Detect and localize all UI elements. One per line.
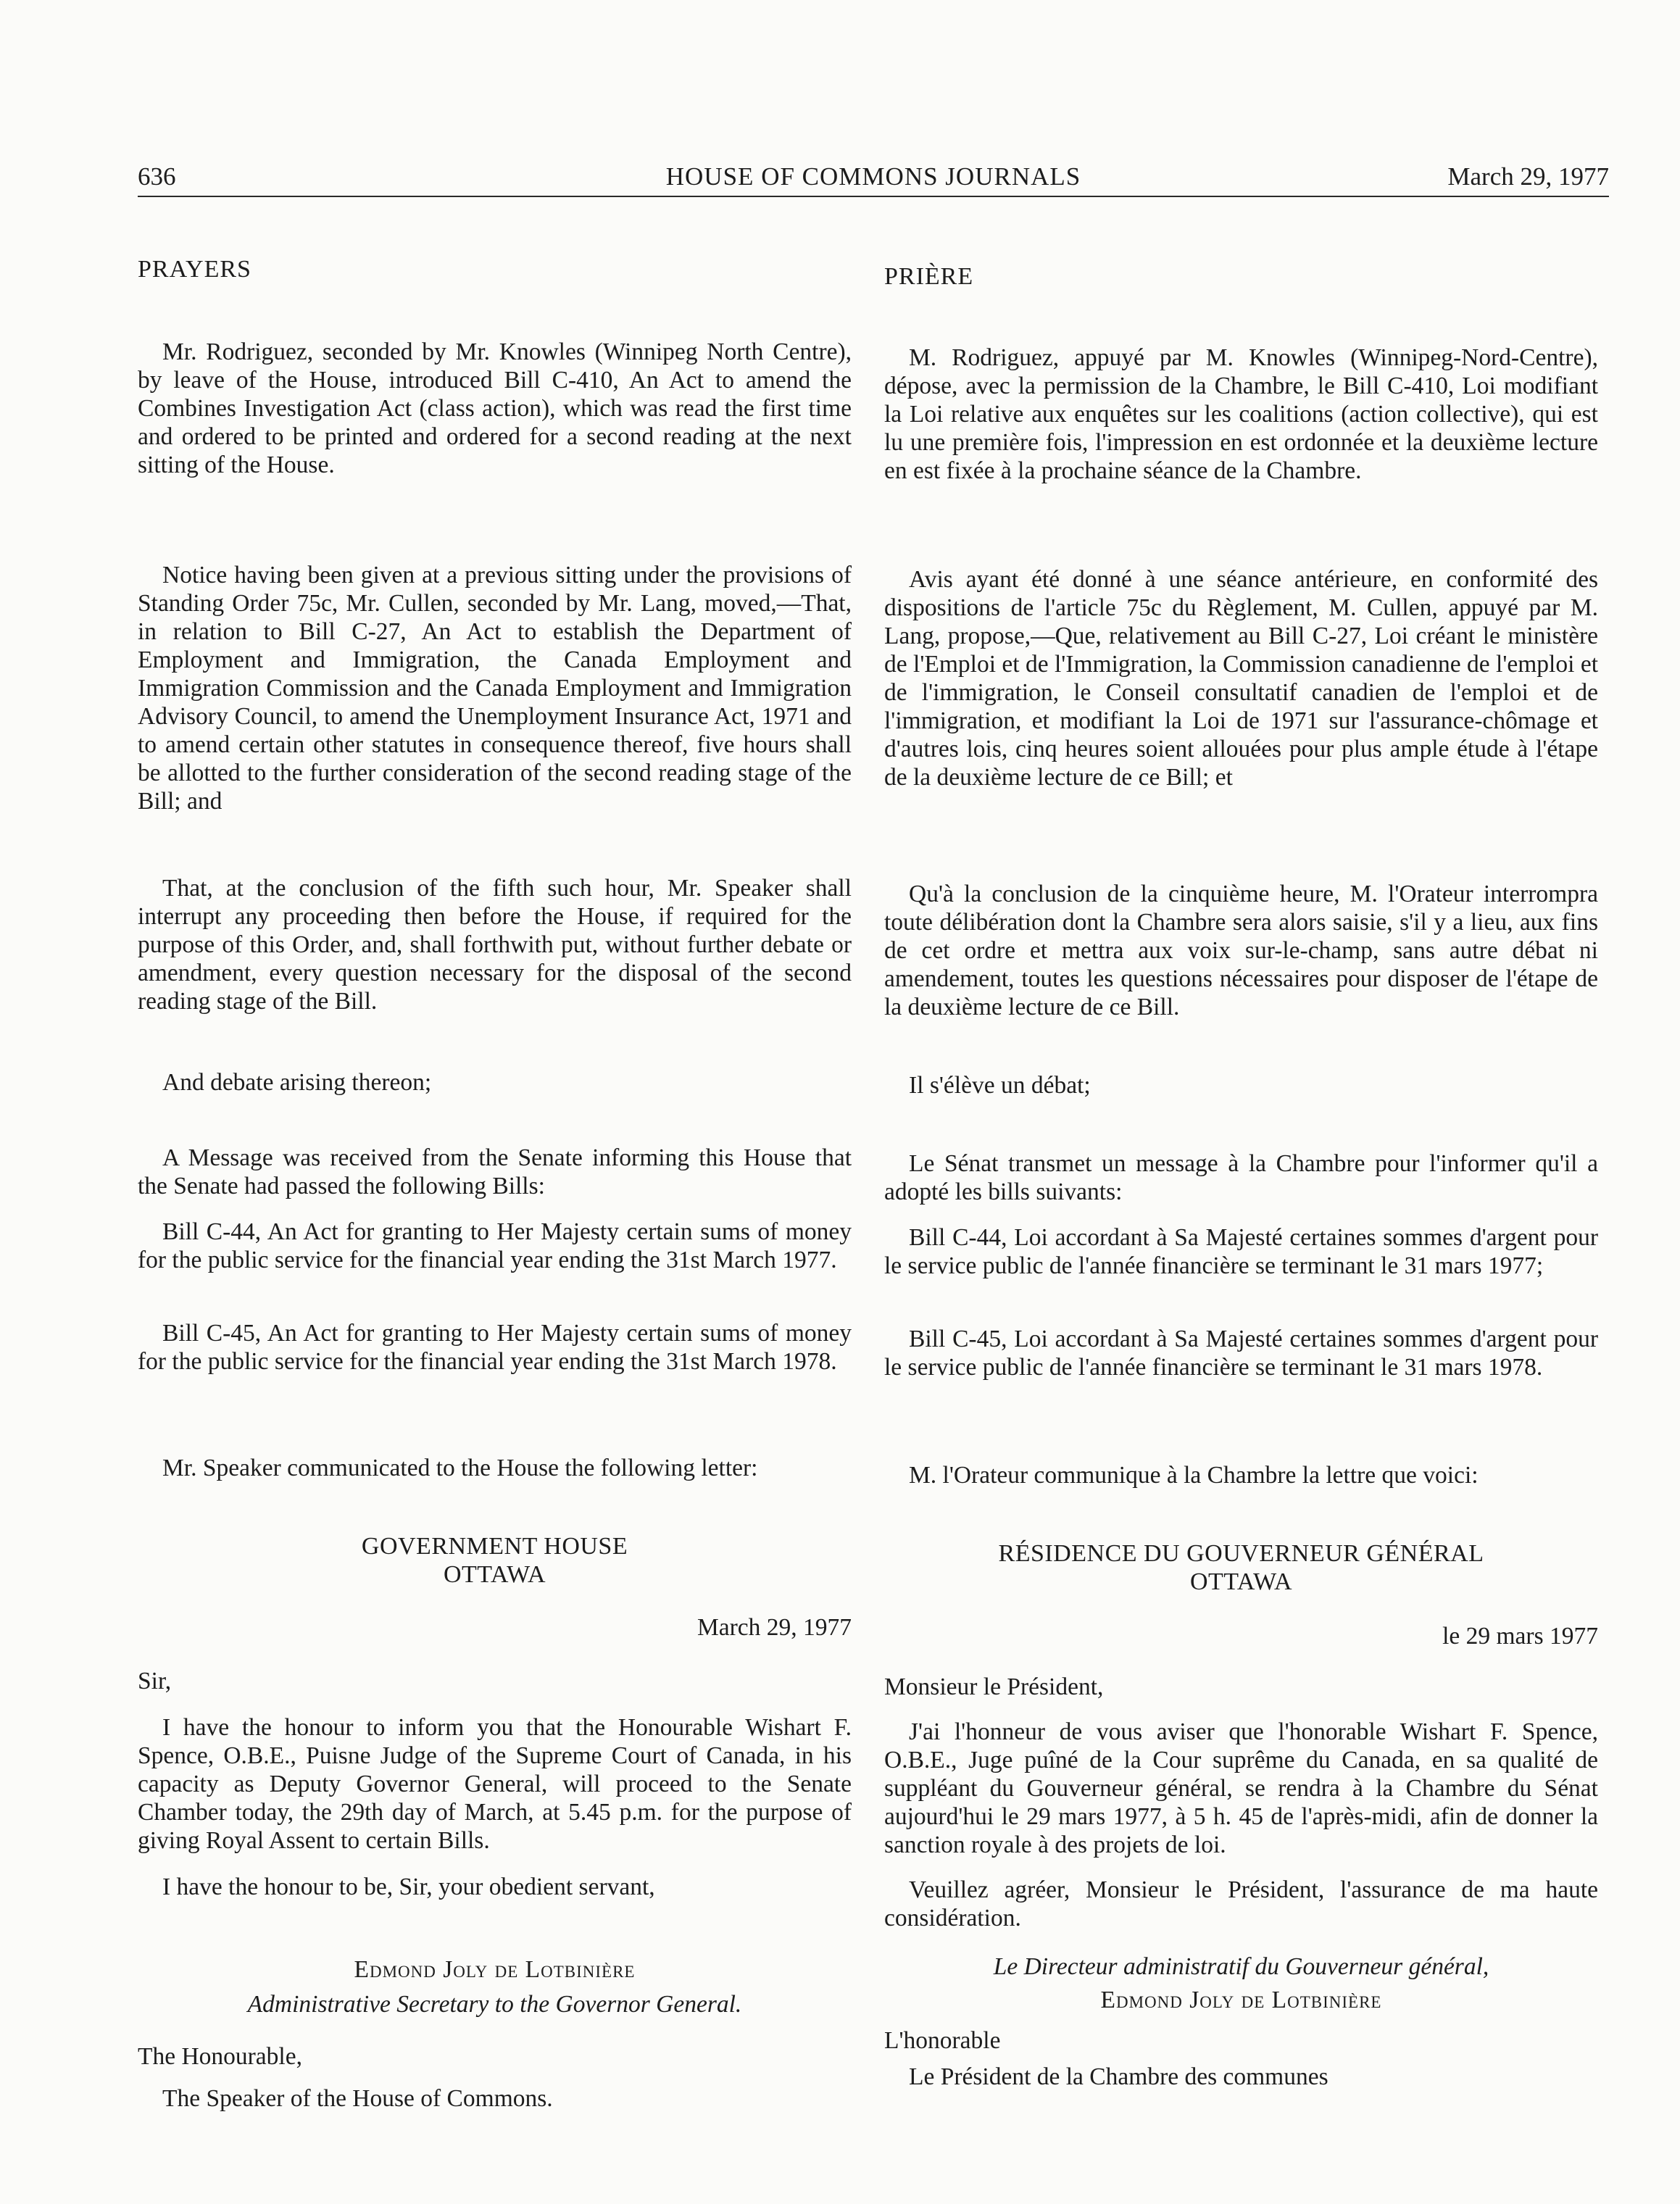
fr-notice-paragraph: Avis ayant été donné à une séance antérieure, en conformité des dispositions de l'article 75c du Règlement, M. Cullen, appuyé par M. Lang, propose,—Que, relativement au Bill C-27, Loi créant le ministère de l'Emploi et de l'Immigration, la Commission canadienne de l'emploi et de l'immigration, le Conseil consultatif canadien de l'emploi et de l'immigration, et modifiant la Loi de 1971 sur l'assurance-chômage et d'autres lois, cinq heures soient allouées pour plus ample étude à l'étape de la deuxième lecture de ce Bill; et — [884, 566, 1598, 791]
fr-recipient-line1: L'honorable — [884, 2027, 1001, 2054]
en-salutation: Sir, — [138, 1668, 172, 1694]
journal-title: HOUSE OF COMMONS JOURNALS — [665, 162, 1081, 191]
en-closing: I have the honour to be, Sir, your obedient servant, — [162, 1874, 655, 1900]
fr-letter-address — [884, 1539, 1598, 1596]
fr-bill-c410-paragraph: M. Rodriguez, appuyé par M. Knowles (Winnipeg-Nord-Centre), dépose, avec la permission de la Chambre, le Bill C-410, Loi modifiant la Loi relative aux enquêtes sur les coalitions (action collective), qui est lu une première fois, l'impression en est ordonnée et la deuxième lecture en est fixée à la prochaine séance de la Chambre. — [884, 344, 1598, 484]
en-address-line1: GOVERNMENT HOUSE — [361, 1533, 628, 1560]
fr-conclusion-paragraph: Qu'à la conclusion de la cinquième heure, M. l'Orateur interrompra toute délibération dont la Chambre sera alors saisie, s'il y a lieu, aux fins de cet ordre et mettra aux voix sur-le-champ, sans autre débat ni amendement, toutes les questions nécessaires pour disposer de l'étape de la deuxième lecture de ce Bill. — [884, 881, 1598, 1020]
fr-recipient-line2: Le Président de la Chambre des communes — [909, 2063, 1328, 2090]
en-signatory-title: Administrative Secretary to the Governor General. — [247, 1991, 742, 2018]
fr-bill-c45: Bill C-45, Loi accordant à Sa Majesté certaines sommes d'argent pour le service public de l'année financière se terminant le 31 mars 1978. — [884, 1326, 1598, 1381]
fr-senate-message: Le Sénat transmet un message à la Chambre pour l'informer qu'il a adopté les bills suivants: — [884, 1150, 1598, 1205]
en-speaker-letter-intro: Mr. Speaker communicated to the House the following letter: — [162, 1455, 758, 1481]
fr-signatory-title: Le Directeur administratif du Gouverneur général, — [993, 1953, 1489, 1980]
fr-heading: PRIÈRE — [884, 263, 974, 290]
en-bill-c410-paragraph: Mr. Rodriguez, seconded by Mr. Knowles (Winnipeg North Centre), by leave of the House, introduced Bill C-410, An Act to amend the Combines Investigation Act (class action), which was read the first time and ordered to be printed and ordered for a second reading at the next sitting of the House. — [138, 338, 852, 478]
page-header — [138, 158, 1609, 197]
header-date: March 29, 1977 — [1447, 162, 1609, 191]
en-senate-message: A Message was received from the Senate informing this House that the Senate had passed the following Bills: — [138, 1144, 852, 1199]
fr-bill-c44: Bill C-44, Loi accordant à Sa Majesté certaines sommes d'argent pour le service public de l'année financière se terminant le 31 mars 1977; — [884, 1224, 1598, 1279]
en-recipient-line1: The Honourable, — [138, 2043, 302, 2070]
fr-debate-line: Il s'élève un débat; — [909, 1072, 1091, 1099]
fr-address-line1: RÉSIDENCE DU GOUVERNEUR GÉNÉRAL — [998, 1540, 1484, 1567]
en-bill-c45: Bill C-45, An Act for granting to Her Majesty certain sums of money for the public service for the financial year ending the 31st March 1978. — [138, 1320, 852, 1375]
fr-signatory: Edmond Joly de Lotbinière — [1100, 1987, 1382, 2013]
en-letter-body: I have the honour to inform you that the Honourable Wishart F. Spence, O.B.E., Puisne Judge of the Supreme Court of Canada, in his capacity as Deputy Governor General, will proceed to the Senate Chamber today, the 29th day of March, at 5.45 p.m. for the purpose of giving Royal Assent to certain Bills. — [138, 1714, 852, 1854]
en-recipient-line2: The Speaker of the House of Commons. — [162, 2085, 553, 2112]
en-debate-line: And debate arising thereon; — [162, 1069, 432, 1096]
en-letter-date: March 29, 1977 — [696, 1614, 852, 1641]
fr-letter-date: le 29 mars 1977 — [1442, 1623, 1598, 1650]
fr-address-line2: OTTAWA — [1189, 1568, 1293, 1595]
fr-letter-body: J'ai l'honneur de vous aviser que l'honorable Wishart F. Spence, O.B.E., Juge puîné de la Cour suprême du Canada, en sa qualité de suppléant du Gouverneur général, se rendra à la Chambre du Sénat aujourd'hui le 29 mars 1977, à 5 h. 45 de l'après-midi, afin de donner la sanction royale à des projets de loi. — [884, 1718, 1598, 1858]
en-signatory: Edmond Joly de Lotbinière — [354, 1956, 636, 1983]
en-bill-c44: Bill C-44, An Act for granting to Her Majesty certain sums of money for the public service for the financial year ending the 31st March 1977. — [138, 1218, 852, 1273]
en-conclusion-paragraph: That, at the conclusion of the fifth such hour, Mr. Speaker shall interrupt any proceeding then before the House, if required for the purpose of this Order, and, shall forthwith put, without further debate or amendment, every question necessary for the disposal of the second reading stage of the Bill. — [138, 875, 852, 1015]
en-notice-paragraph: Notice having been given at a previous sitting under the provisions of Standing Order 75c, Mr. Cullen, seconded by Mr. Lang, moved,—That, in relation to Bill C-27, An Act to establish the Department of Employment and Immigration, the Canada Employment and Immigration Commission and the Canada Employment and Immigration Advisory Council, to amend the Unemployment Insurance Act, 1971 and to amend certain other statutes in consequence thereof, five hours shall be allotted to the further consideration of the second reading stage of the Bill; and — [138, 562, 852, 815]
fr-closing: Veuillez agréer, Monsieur le Président, l'assurance de ma haute considération. — [884, 1876, 1598, 1931]
en-address-line2: OTTAWA — [443, 1561, 546, 1588]
fr-speaker-letter-intro: M. l'Orateur communique à la Chambre la lettre que voici: — [909, 1462, 1479, 1489]
en-heading: PRAYERS — [138, 256, 251, 283]
en-letter-address — [138, 1532, 852, 1589]
fr-salutation: Monsieur le Président, — [884, 1673, 1104, 1700]
page-number: 636 — [138, 162, 176, 191]
